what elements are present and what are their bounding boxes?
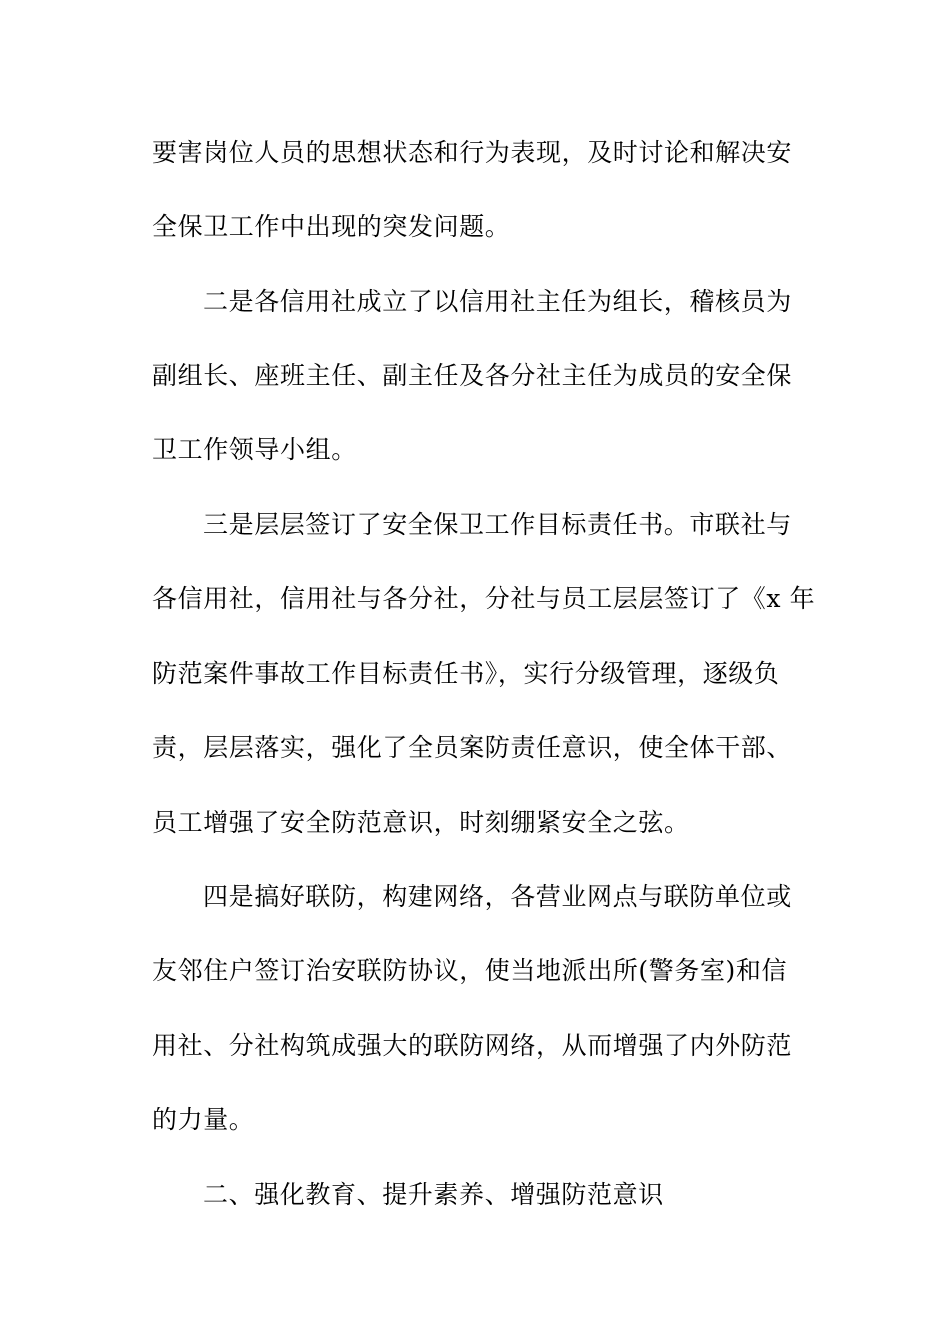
text-line: 的力量。 <box>152 1105 255 1134</box>
text-line: 责，层层落实，强化了全员案防责任意识，使全体干部、 <box>152 733 793 762</box>
paragraph-first-line: 三是层层签订了安全保卫工作目标责任书。市联社与 <box>203 510 792 539</box>
text-line: 各信用社，信用社与各分社，分社与员工层层签订了《x 年 <box>152 584 816 613</box>
text-line: 用社、分社构筑成强大的联防网络，从而增强了内外防范 <box>152 1031 793 1060</box>
paragraph-first-line: 二是各信用社成立了以信用社主任为组长，稽核员为 <box>203 287 792 316</box>
text-line: 防范案件事故工作目标责任书》，实行分级管理，逐级负 <box>152 659 780 688</box>
paragraph-first-line: 四是搞好联防，构建网络，各营业网点与联防单位或 <box>203 882 792 911</box>
text-line: 员工增强了安全防范意识，时刻绷紧安全之弦。 <box>152 808 690 837</box>
text-line: 卫工作领导小组。 <box>152 435 357 464</box>
text-line: 友邻住户签订治安联防协议，使当地派出所(警务室)和信 <box>152 956 788 985</box>
text-line: 全保卫工作中出现的突发问题。 <box>152 212 511 241</box>
section-heading: 二、强化教育、提升素养、增强防范意识 <box>203 1180 664 1209</box>
text-line: 要害岗位人员的思想状态和行为表现，及时讨论和解决安 <box>152 138 793 167</box>
text-line: 副组长、座班主任、副主任及各分社主任为成员的安全保 <box>152 361 793 390</box>
